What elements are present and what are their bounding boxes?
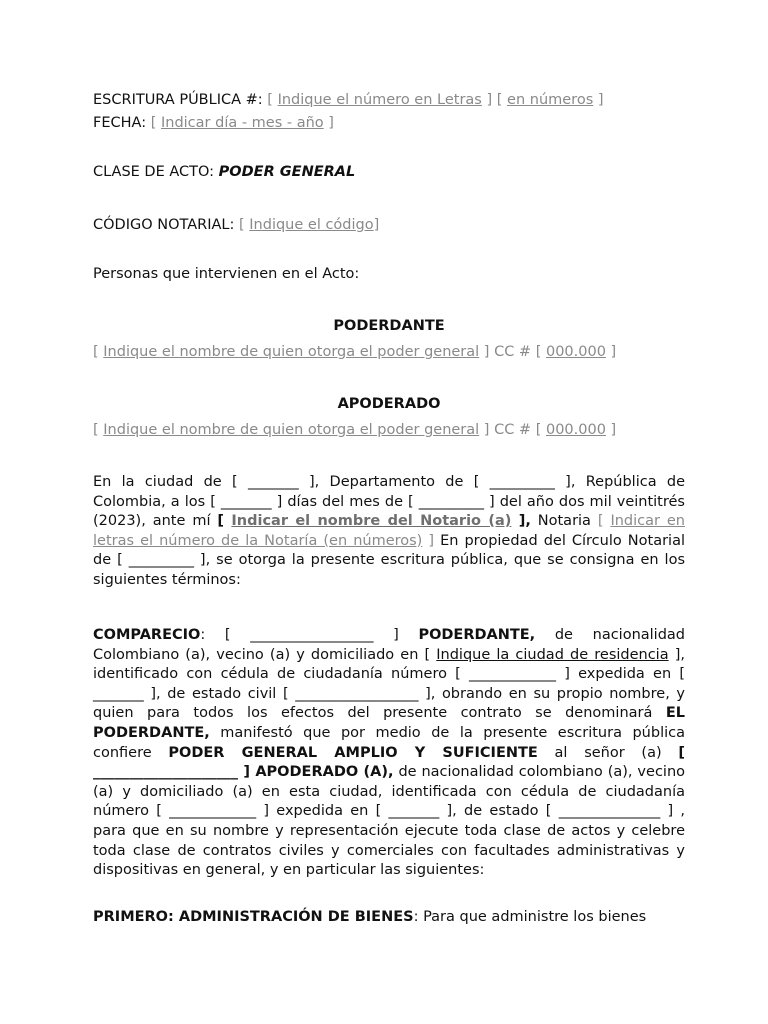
notaria-placeholder[interactable]: Indicar en letras el número de la Notaría (en números) bbox=[93, 513, 685, 549]
para1-text-1: En la ciudad de [ _______ ], Departamento de [ _________ ], República de Colombia, a los [ _______ ] días del mes de [ _________ ] del año dos mil veintitrés (2023), ante mí bbox=[93, 474, 685, 530]
poderdante-cc-label: CC # bbox=[489, 344, 536, 360]
poderdante-inline: PODERDANTE, bbox=[418, 627, 536, 643]
codigo-line: CÓDIGO NOTARIAL: [ Indique el código] bbox=[93, 217, 380, 233]
el-poderdante-inline: EL PODERDANTE, bbox=[93, 705, 685, 741]
para2-text-3: ], identificado con cédula de ciudadanía número [ ____________ ] expedida en [ _______ ], de estado civil [ _________________ ], obrando en su propio nombre, y quien para todos los efectos del presente contrato se denominará bbox=[93, 646, 685, 722]
paragraph-comparecio bbox=[93, 626, 685, 881]
clase-label: CLASE DE ACTO: bbox=[93, 164, 219, 180]
escritura-letras-placeholder[interactable]: Indique el número en Letras bbox=[277, 92, 482, 108]
codigo-label: CÓDIGO NOTARIAL: bbox=[93, 217, 239, 233]
para2-text-2: de nacionalidad Colombiano (a), vecino (a) y domiciliado en [ bbox=[93, 627, 686, 663]
escritura-numeros-placeholder[interactable]: en números bbox=[507, 92, 594, 108]
fecha-label: FECHA: bbox=[93, 115, 151, 131]
para2-text-6: de nacionalidad colombiano (a), vecino (a) y domiciliado (a) en esta ciudad, identificada con cédula de ciudadanía número [ ____________ ] expedida en [ _______ ], de estado [ ______________ ] , para que en su nombre y representación ejecute toda clase de actos y celebre toda clase de contratos civiles y comerciales con facultades administrativas y dispositivas en general, y en particular las siguientes: bbox=[93, 764, 685, 879]
para1-text-2: Notaria bbox=[530, 513, 598, 530]
para2-text-1: : [ _________________ ] bbox=[200, 627, 419, 643]
primero-title: PRIMERO: ADMINISTRACIÓN DE BIENES bbox=[93, 909, 414, 925]
personas-line: Personas que intervienen en el Acto: bbox=[93, 266, 360, 282]
para1-text-3: En propiedad del Círculo Notarial de [ _________ ], se otorga la presente escritura pública, que se consigna en los siguientes términos: bbox=[93, 532, 685, 588]
escritura-line: ESCRITURA PÚBLICA #: [ Indique el número en Letras ] [ en números ] bbox=[93, 92, 604, 108]
fecha-placeholder[interactable]: Indicar día - mes - año bbox=[160, 115, 324, 131]
notario-placeholder[interactable]: Indicar el nombre del Notario (a) bbox=[231, 513, 512, 530]
poderdante-cc-placeholder[interactable]: 000.000 bbox=[545, 344, 606, 360]
apoderado-cc-label: CC # bbox=[489, 422, 536, 438]
codigo-placeholder[interactable]: Indique el código bbox=[249, 217, 374, 233]
apoderado-inline: [ ____________________ ] APODERADO (A), bbox=[93, 744, 686, 781]
paragraph-ciudad: En la ciudad de [ _______ ], Departamento de [ _________ ], República de Colombia, a los [ _______ ] días del mes de [ _________ ] del año dos mil veintitrés (2023), ante mí [ Indicar el nombre del Notario (a) ], Notaria [ Indicar en letras el número de la Notaría (en números) ] En propiedad del Círculo Notarial de [ _________ ], se otorga la presente escritura pública, que se consigna en los siguientes términos: bbox=[93, 474, 685, 588]
fecha-line: FECHA: [ Indicar día - mes - año ] bbox=[93, 115, 334, 131]
poderdante-name-placeholder[interactable]: Indique el nombre de quien otorga el poder general bbox=[103, 344, 480, 360]
para2-text-5: al señor (a) bbox=[537, 744, 679, 761]
apoderado-title: APODERADO bbox=[337, 396, 441, 412]
escritura-label: ESCRITURA PÚBLICA #: bbox=[93, 92, 268, 108]
poder-general-inline: PODER GENERAL AMPLIO Y SUFICIENTE bbox=[168, 744, 538, 761]
comparecio-label: COMPARECIO bbox=[93, 627, 201, 643]
primero-line bbox=[93, 907, 646, 927]
poderdante-line: [ Indique el nombre de quien otorga el poder general ] CC # [ 000.000 ] bbox=[93, 344, 617, 360]
primero-text: : Para que administre los bienes bbox=[413, 909, 647, 925]
apoderado-line: [ Indique el nombre de quien otorga el poder general ] CC # [ 000.000 ] bbox=[93, 422, 617, 438]
clase-value: PODER GENERAL bbox=[218, 164, 356, 180]
apoderado-cc-placeholder[interactable]: 000.000 bbox=[545, 422, 606, 438]
para2-text-4: manifestó que por medio de la presente escritura pública confiere bbox=[93, 724, 685, 761]
poderdante-title: PODERDANTE bbox=[333, 318, 445, 334]
clase-acto-line bbox=[93, 162, 355, 182]
apoderado-name-placeholder[interactable]: Indique el nombre de quien otorga el poder general bbox=[103, 422, 480, 438]
ciudad-placeholder[interactable]: Indique la ciudad de residencia bbox=[436, 646, 669, 663]
